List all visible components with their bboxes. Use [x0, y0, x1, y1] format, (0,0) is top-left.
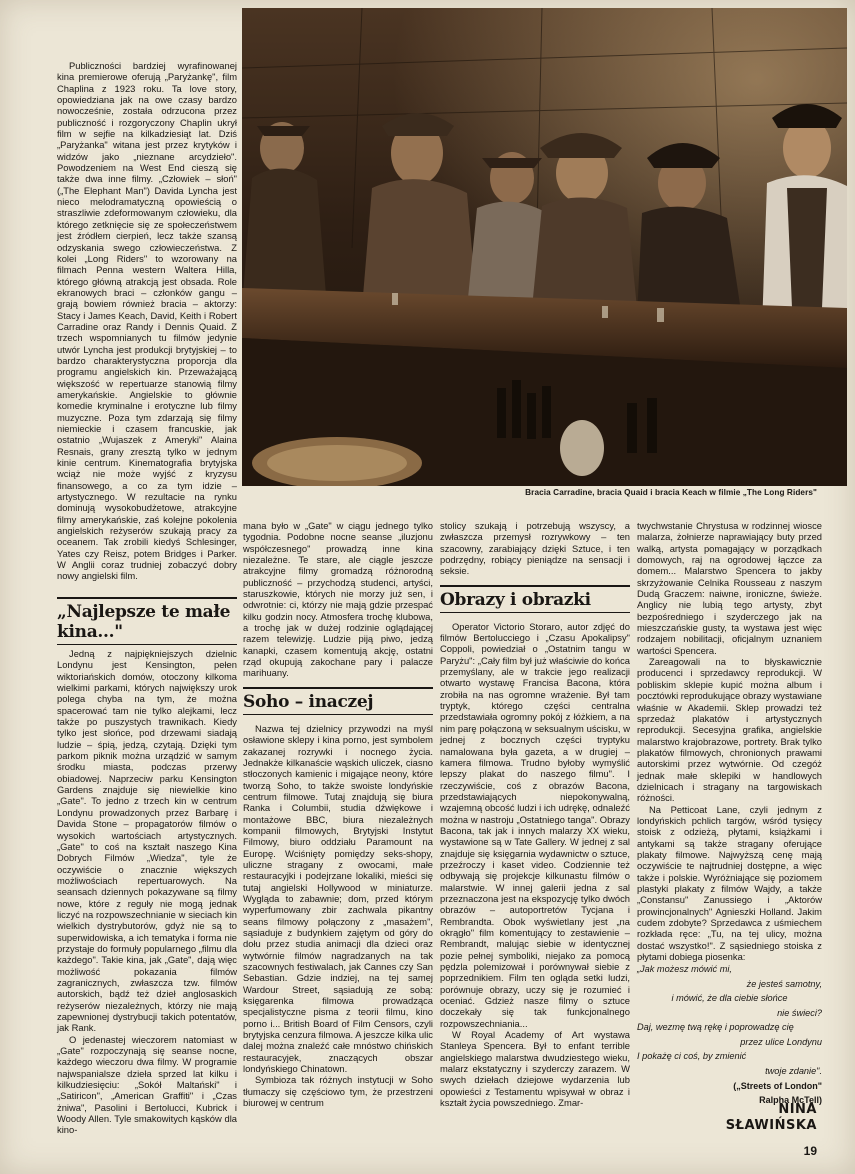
author-last-name: SŁAWIŃSKA [725, 1117, 817, 1133]
heading-text: Obrazy i obrazki [440, 589, 591, 610]
paragraph: Symbioza tak różnych instytucji w Soho tłumaczy się częściowo tym, że przestrzeni biurowej w centrum [243, 1074, 433, 1109]
song-credit-title: („Streets of London" [733, 1081, 822, 1092]
author-signature [726, 1102, 817, 1133]
lyric-line: Daj, wezmę twą rękę i poprowadzę cię [637, 1022, 794, 1033]
lyric-line: że jesteś samotny, [746, 978, 822, 989]
lyric-line: „Jak możesz mówić mi, [637, 964, 732, 975]
obrazy-column [440, 520, 630, 1109]
heading-text: „Najlepsze te małe kina..." [57, 602, 231, 642]
paragraph: twychwstanie Chrystusa w rodzinnej wiosce malarza, żołnierze naprawiający buty przed walką, artysta pomagający w porządkach domowych, raj na ogrodowej łączce za domem... Malarstwo Spencera to jakby skrzyżowanie Celnika Rousseau z naszym Dudą Graczem: naiwne, ironiczne, świeże. Anglicy nie lubią tego artysty, zbyt bezpośredniego i szyderczego jak na mieszczańskie gusty, ta wystawa jest więc rodzajem nobilitacji, oficjalnym uznaniem wartości Spencera. [637, 520, 822, 656]
paragraph: mana było w „Gate" w ciągu jednego tylko tygodnia. Podobne nocne seanse „iluzjonu współczesnego" prowadzą inne kina niezależne. Te stare, ale ciągle jeszcze atrakcyjne filmy gromadzą różnorodną publiczność – przychodzą studenci, artyści, staruszkowie, których nie morzy już sen, i odwrotnie: ci, którzy nie mają gdzie przespać kilku godzin nocy. Atmosfera trochę klubowa, a trochę jak w dużej rodzinie oglądającej razem telewizję. Ludzie piją piwo, jedzą kanapki, czasem komentują akcję, ostatni rząd okupują zakochane pary i palacze marihuany. [243, 520, 433, 679]
lyric-line: przez ulice Londynu [740, 1036, 822, 1047]
photo-caption: Bracia Carradine, bracia Quaid i bracia Keach w filmie „The Long Riders" [525, 488, 817, 497]
page-number: 19 [803, 1144, 817, 1158]
soho-column [243, 520, 433, 1109]
lyric-line: i mówić, że dla ciebie słońce [671, 993, 788, 1004]
film-still-photo [242, 8, 847, 486]
heading-text: Soho – inaczej [243, 691, 374, 712]
section-heading-obrazy [440, 585, 630, 613]
kensington-column [57, 648, 237, 1136]
saloon-scene-illustration [242, 8, 847, 486]
lyric-line: nie świeci? [777, 1007, 822, 1018]
paragraph: O jedenastej wieczorem natomiast w „Gate" rozpoczynają się seanse nocne, każdego wieczoru dwa filmy. W programie najwspanialsze dzieła sprzed lat kilku i kilkudziesięciu: „Sokół Maltański" i „Satiricon", „American Graffiti" i „Czas żniwa", Pasolini i Bertolucci, Kubrick i Woody Allen. Tyle smakowitych kąsków dla kino- [57, 1033, 237, 1136]
section-heading-najlepsze [57, 597, 237, 645]
author-first-name: NINA [778, 1102, 817, 1117]
paragraph: Na Petticoat Lane, czyli jednym z londyńskich pchlich targów, wśród tysięcy stoisk z odzieżą, płytami, książkami i antykami są także stragany oferujące plakaty filmowe. Najwyższą cenę mają oczywiście te najtrudniej dostępne, a więc także i polskie. Wyróżniające się poziomem plastyki plakaty z filmów Wajdy, a także „Constansu" Zanussiego i „Aktorów prowincjonalnych" Agnieszki Holland. Jakim cudem zdobyte? Sprzedawca z uśmiechem rozkłada ręce: „Tu, na tej ulicy, można dostać wszystko!". Z sąsiedniego stoiska z płytami dobiega piosenka: [637, 803, 822, 963]
lyric-line: twoje zdanie". [765, 1065, 822, 1076]
paragraph: Nazwa tej dzielnicy przywodzi na myśl osławione sklepy i kina porno, jest symbolem zakazanej rozrywki i nocnego życia. Jednakże kilkanaście wąskich uliczek, ciasno stłoczonych kamienic i migające neony, które tworzą Soho, to także swoiste londyńskie centrum filmowe. Tutaj znajdują się biura Ranka i Columbii, studia dźwiękowe i montażowe BBC, biura niezależnych kompanii filmowych, Brytyjski Instytut Filmowy, biuro oddziału Paramount na Europę. Wciśnięty pomiędzy seks-shopy, uliczne straganу z owocami, małe restauracyjki i podejrzane lokaliki, mieści się tutaj angielski Hollywood w miniaturze. Wygląda to zabawnie; dom, przed którym wyperfumowany zbir zachwala pikantny seans filmowy połączony z „masażem", sąsiaduje z budynkiem zajętym od góry do dołu przez studia animacji dla dzieci oraz wytwórnie filmów nagradzanych na tak szacownych festiwalach, jak Cannes czy San Sebastian. Gdzie indziej, na tej samej Wardour Street, sąsiadują ze sobą: księgarenka filmowa prowadząca specjalistyczne pisma z teorii filmu, kino porno i... British Board of Film Censors, czyli brytyjska cenzura filmowa. A jeszcze kilka ulic dalej można znaleźć całe mnóstwo chińskich restauracyjek, znaczących obszar londyńskiego Chinatown. [243, 722, 433, 1075]
lyric-line: I pokażę ci coś, by zmienić [637, 1051, 747, 1062]
song-credit-author: Ralpha McTell) [759, 1095, 822, 1106]
spencer-column [637, 520, 822, 1106]
paragraph: Zareagowali na to błyskawicznie producenci i sprzedawcy reprodukcji. W pobliskim sklepie kupić można album i pocztówki reprodukujące obrazy wystawiane właśnie w Akademii. Sklep prowadzi też sprzedaż plakatów i artystycznych reprodukcji. Secesyjna grafika, angielskie malarstwo krajobrazowe, portrety. Brak tylko plakatów filmowych, chronionych prawami autorskimi przez wytwórnie. Od czegóż jednak małe sklepiki w handlowych dzielnicach i stragany na targowiskach różności. [637, 656, 822, 804]
section-heading-soho [243, 687, 433, 715]
paragraph: W Royal Academy of Art wystawa Stanleya Spencera. Był to enfant terrible angielskiego malarstwa dwudziestego wieku, malarz ekstatyczny i szyderczy zarazem. W swych dziełach dziejowe wydarzenia lub opowieści z Testamentu wpisywał w obraz i kształt życia powszedniego. Zmar- [440, 1029, 630, 1109]
intro-paragraph: Publiczności bardziej wyrafinowanej kina premierowe oferują „Paryżankę", film Chaplina z 1923 roku. Ta love story, opowiedziana jak na owe czasy bardzo nowocześnie, została odrzucona przez publiczność i rozgoryczony Chaplin ukrył film w sejfie na kilkadziesiąt lat. Dziś „Paryżanka" witana jest przez krytyków i widzów jako „nieznane arcydzieło". Powodzeniem na West End cieszą się także dwa inne filmy. „Człowiek – słoń" („The Elephant Man") Davida Lyncha jest nieco melodramatyczną opowieścią o straszliwie zdeformowanym człowieku, dla którego zetknięcie się ze społeczeństwem jest źródłem cierpień, lecz także szansą odzyskania swego człowieczeństwa. Z kolei „Long Riders" to wzorowany na filmach Penna western Waltera Hilla, którego główną atrakcją jest obsada. Role ekranowych braci – członków gangu – grają bowiem również bracia – aktorzy: Stacy i James Keach, David, Keith i Robert Carradine oraz Randy i Dennis Quaid. Z trzech wspomnianych tu filmów jedynie utwór Lyncha jest produkcji brytyjskiej – to bardzo charakterystyczna proporcja dla programu angielskich kin. Przeważającą większość w repertuarze stanowią filmy amerykańskie. Angielskie to głównie komedie kryminalne i erotyczne lub filmy muzyczne. Poza tym zdarzają się filmy niemieckie i czasem francuskie, jak ostatnio „Wujaszek z Ameryki" Alaina Resnais, grany zresztą tylko w jednym kinie centrum. Kinematografia brytyjska wciąż nie może wyjść z kryzysu finansowego, a co za tym idzie – artystycznego. W rezultacie na rynku dominują wysokobudżetowe, atrakcyjne filmy amerykańskie, zaś kolejne pokolenia angielskich reżyserów szukają pracy za oceanem. Tak zrobili kiedyś Schlesinger, Yates czy Reisz, potem Bridges i Parker. W Anglii coraz trudniej zobaczyć dobry nowy angielski film. [57, 60, 237, 582]
intro-column [57, 60, 237, 582]
paragraph: Jedną z najpiękniejszych dzielnic Londynu jest Kensington, pełen wiktoriańskich domów, otoczony kilkoma wielkimi parkami, których największy urok polega chyba na tym, że można spacerować tam nie tylko alejkami, lecz także po puszystych trawnikach. Kiedy tylko jest słońce, pod drzewami siadają ludzie – śpią, jedzą, czytają. Dzięki tym parkom piknik można urządzić w samym środku miasta, podczas przerwy obiadowej. Naprzeciw parku Kensington Gardens znajduje się niewielkie kino „Gate". To jedno z trzech kin w centrum Londynu prowadzonych przez Barbarę i Davida Stone – propagatorów filmów o wysokich wartościach artystycznych. „Gate" to coś na kształt naszego Kina Dobrych Filmów „Wiedza", tyle że oczywiście o znacznie większych możliwościach repertuarowych. Na seansach dziennych pokazywane są filmy nowe, które z reguły nie mogą jednak liczyć na rozpowszechnianie w sieciach kin wielkich dystrybutorów, gdyż nie są to superwidowiska, a ich tematyka i forma nie przystaje do formuły popularnego „filmu dla każdego". Takie kina, jak „Gate", dają więc możliwość pokazania filmów zagranicznych, zwłaszcza tzw. filmów autorskich, bądź też dzieł anglosaskich reżyserów niezależnych, którzy nie mają zapewnionej dystrybucji takich potentatów, jak Rank. [57, 648, 237, 1034]
paragraph: stolicy szukają i potrzebują wszyscy, a zwłaszcza przemysł rozrywkowy – ten szacowny, zarabiający dzięki Sztuce, i ten podrzędny, robiący pieniądze na sensacji i seksie. [440, 520, 630, 577]
song-lyrics [637, 962, 822, 1106]
paragraph: Operator Victorio Storaro, autor zdjęć do filmów Bertolucciego i „Czasu Apokalipsy" Coppoli, powiedział o „Ostatnim tangu w Paryżu": „Cały film był już właściwie do końca przemyślany, ale w trakcie jego realizacji otwarto wystawę Francisa Bacona, która zrobiła na nas ogromne wrażenie. Był tam tryptyk, którego części centralna przedstawiała ogromny pokój z łóżkiem, a na nim parę połączoną w seksualnym uścisku, w jednej z bocznych części tryptyku namalowana była gazeta, a w drugiej – kamera filmowa. Trudno byłoby wymyślić lepszy plakat do naszego filmu". I rzeczywiście, coś z obrazów Bacona, przedstawiających niepokonywalną, wzajemną obcość ludzi i ich udrękę, odnaleźć można w nastroju „Ostatniego tanga". Obrazy Bacona, tak jak i innych malarzy XX wieku, wystawione są w Tate Gallery. W jednej z sal znajduje się księgarnia wydawnictw o sztuce, przeźroczy i kaset video. Codziennie też odbywają się projekcje kilkunastu filmów o malarstwie. W innej galerii jedna z sal przeznaczona jest na ekspozycję tylko dwóch obrazów – autoportretów Tycjana i Rembrandta. Obok wyświetlany jest „na okrągło" film komentujący to zestawienie – Rembrandt, malując siebie w identycznej pozie pełnej symboliki, niejako za pomocą pędzla polemizował i porównywał siebie z poprzednikiem. Film ten ogląda setki ludzi, porównuje obrazy, uczy się je rozumieć i oceniać. Gdzież nasze filmy o sztuce doczekały się tak funkcjonalnego rozpowszechniania... [440, 620, 630, 1029]
